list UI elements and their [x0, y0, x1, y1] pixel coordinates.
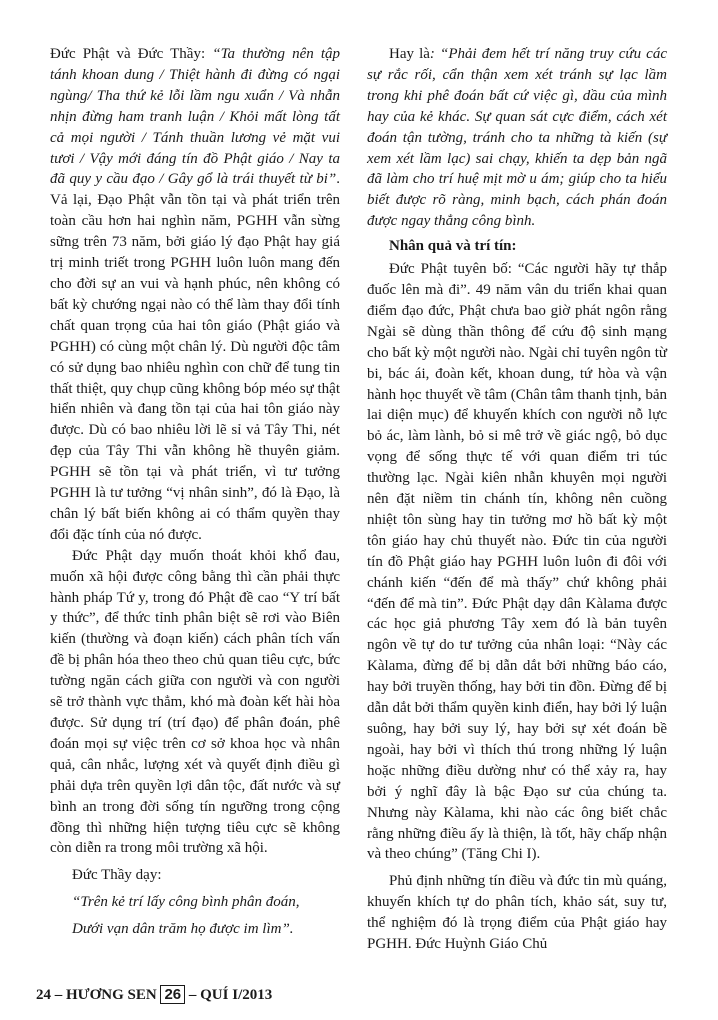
left-p1-quote: “Ta thường nên tập tánh khoan dung / Thiệt hành đi đừng có ngại ngùng/ Tha thứ kẻ lỗi lầm ngu xuẩn / Và nhẫn nhịn đừng ham tranh luận / Khỏi mất lòng tất cả mọi người / Tánh thuần lương vẻ mặt vui tươi / Vậy mới đáng tín đồ Phật giáo / Nay ta đã quy y cầu đạo / Gây gổ là trái thuyết từ bi” — [50, 46, 340, 188]
right-p1-intro: Hay là — [389, 46, 430, 62]
right-paragraph-3: Phủ định những tín điều và đức tin mù quáng, khuyến khích tự do phân tích, khảo sát, suy tư, thể nghiệm đó là trọng điểm của Phật giáo hay PGHH. Đức Huỳnh Giáo Chủ — [367, 873, 667, 953]
left-paragraph-1 — [50, 44, 340, 546]
verse-line-1-text: “Trên kẻ trí lấy công bình phân đoán, — [72, 894, 300, 911]
issue-number-box: 26 — [160, 985, 185, 1004]
section-heading: Nhân quả và trí tín: — [389, 238, 517, 255]
issue-period: – QUÍ I/2013 — [188, 987, 273, 1003]
left-verse-line-1 — [50, 892, 340, 913]
right-paragraph-1 — [367, 44, 667, 232]
right-column — [367, 44, 667, 955]
magazine-title: – HƯƠNG SEN — [54, 987, 157, 1003]
left-paragraph-3: Đức Thầy dạy: — [72, 867, 162, 884]
left-p1-body: . Vả lại, Đạo Phật vẫn tồn tại và phát triển trên toàn cầu hơn hai nghìn năm, PGHH vẫn sừng sững trên 73 năm, bởi giáo lý đạo Phật hay giá trị minh triết trong PGHH luôn luôn mang đến cho đời sự an vui và hạnh phúc, nên không có bất kỳ chướng ngại nào có thể làm thay đổi tính chất quan trọng của hai tôn giáo (Phật giáo và PGHH) có cùng một chân lý. Dù người độc tâm có sử dụng bao nhiêu nghìn con chữ để tung tin thất thiệt, quy chụp cũng không bóp méo sự thật hiển nhiên và đang tồn tại của hai tôn giáo này được. Dù có bao nhiêu lời lẽ sỉ vả Tây Thi, nét đẹp của Tây Thi vẫn không hề thuyên giảm. PGHH sẽ tồn tại và phát triển, vì tư tưởng PGHH là tư tưởng “vị nhân sinh”, đó là Đạo, là chân lý bất biến không ai có thẩm quyền thay đổi đặc tính của nó được. — [50, 171, 340, 543]
left-verse-line-2 — [50, 919, 340, 940]
left-column — [50, 44, 340, 940]
right-paragraph-2: Đức Phật tuyên bố: “Các người hãy tự thắp đuốc lên mà đi”. 49 năm vân du triển khai quan điểm đạo đức, Phật chưa bao giờ phát ngôn rằng Ngài sẽ dùng thần thông để cứu độ sinh mạng cho bất kỳ một người nào. Ngài chỉ tuyên ngôn từ bi, bác ái, đoàn kết, khoan dung, tứ hòa và vận hành học thuyết về tâm (Chân tâm thanh tịnh, bản lai diện mục) để khuyến khích con người nỗ lực bỏ ác, làm lành, bỏ si mê trở về giác ngộ, bỏ dục vọng để sống thực tế với quan điểm tri túc thường lạc. Ngài kiên nhẫn khuyên mọi người nên đặt niềm tin chánh tín, không nên cuồng nhiệt tôn sùng hay tin tưởng mơ hồ bất kỳ một tôn giáo hay chủ thuyết nào. Đức tin của người tín đồ Phật giáo hay PGHH luôn luôn đi đôi với chánh kiến “đến để mà thấy” chứ không phải “đến để mà tin”. Đức Phật dạy dân Kàlama được các học giả phương Tây xem đó là bản tuyên ngôn về tự do tư tưởng của nhân loại: “Này các Kàlama, đừng để bị dẫn dắt bởi những báo cáo, hay bởi truyền thống, hay bởi tin đồn. Đừng để bị dẫn dắt bởi thẩm quyền kinh điển, hay bởi lý luận suông, hay bởi suy lý, hay bởi sự xét đoán bề ngoài, hay bởi vì thích thú trong những lý luận hoặc những điều dường như có thể xảy ra, hay bởi ý nghĩ đây là bậc Đạo sư của chúng ta. Nhưng này Kàlama, khi nào các ông biết chắc rằng những điều ấy là thiện, là tốt, hãy chấp nhận và theo chúng” (Tăng Chi I). — [367, 261, 667, 863]
verse-line-2-text: Dưới vạn dân trăm họ được im lìm”. — [72, 921, 294, 938]
right-p1-quote: : “Phải đem hết trí năng truy cứu các sự rắc rối, cẩn thận xem xét tránh sự lạc lầm trong khi phê đoán bất cứ việc gì, dầu của mình hay của kẻ khác. Sự quan sát cực điểm, cách xét đoán tận tường, tránh cho ta những tà kiến (sự xem xét lầm lạc) sai chạy, khiến ta dẹp bản ngã đã làm cho trí huệ mịt mờ u ám; giúp cho ta hiểu biết được rõ ràng, minh bạch, cách phán đoán được ngay thẳng công bình. — [367, 46, 667, 230]
left-p1-intro: Đức Phật và Đức Thầy: — [50, 46, 213, 62]
page-number: 24 — [36, 987, 51, 1003]
page-footer — [36, 985, 272, 1004]
left-paragraph-2: Đức Phật dạy muốn thoát khỏi khổ đau, muốn xã hội được công bằng thì cần phải thực hành pháp Tứ y, trong đó Phật đề cao “Y trí bất y thức”, để thức tỉnh phân biệt sẽ rơi vào Biên kiến (thường và đoạn kiến) cách phân tích vấn đề bị phân hóa theo theo chủ quan tiêu cực, bức tường ngăn cách giữa con người và con người sẽ trở thành vực thẳm, khó mà đoàn kết hài hòa được. Sử dụng trí (trí đạo) để phân đoán, phê đoán mọi sự việc trên cơ sở khoa học và nhân quả, cân nhắc, lượng xét và quyết định điều gì phải dựa trên quyền lợi dân tộc, đất nước và sự bình an trong đời sống tín ngưỡng trong cộng đồng thì những hiện tượng tiêu cực sẽ không còn diễn ra trong môi trường xã hội. — [50, 547, 340, 857]
